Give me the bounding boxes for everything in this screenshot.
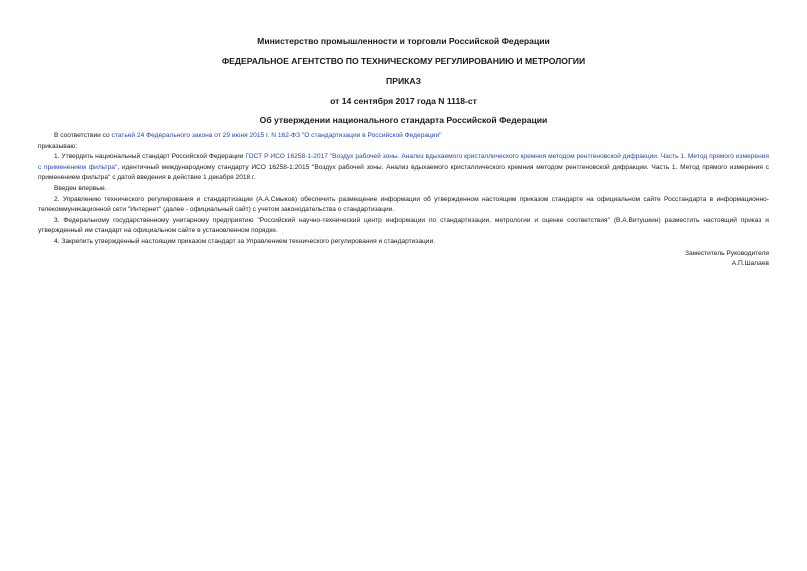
item-3-paragraph: 3. Федеральному государственному унитарному предприятию "Российский научно-технический центр информации по стандартизации, метрологии и оценке соответствия" (В.А.Витушкин) разместить настоящий приказ и утвержденный им стандарт на официальном сайте в установленном порядке. [38, 216, 769, 235]
intro-paragraph [38, 131, 769, 142]
subject-heading: Об утверждении национального стандарта Российской Федерации [259, 115, 548, 125]
signature-position: Заместитель Руководителя [685, 249, 769, 257]
gost-link[interactable]: ГОСТ Р ИСО 16258-1-2017 "Воздух рабочей зоны. Анализ вдыхаемого кристаллического кремния методом рентгеновской дифракции. Часть 1. Метод прямого измерения с применением фильтра" [38, 153, 769, 171]
item-2-paragraph: 2. Управлению технического регулирования и стандартизации (А.А.Смыков) обеспечить размещение информации об утвержденном настоящим приказом стандарте на официальном сайте Росстандарта в информационно-телекоммуникационной сети "Интернет" (далее - официальный сайт) с учетом законодательства о стандартизации. [38, 195, 769, 214]
signature-name: А.П.Шалаев [731, 260, 769, 268]
item-1-prefix: 1. Утвердить национальный стандарт Российской Федерации [54, 153, 246, 161]
date-number-heading: от 14 сентября 2017 года N 1118-ст [330, 96, 477, 106]
item-1-paragraph [38, 152, 769, 184]
ministry-heading: Министерство промышленности и торговли Российской Федерации [257, 36, 550, 46]
item-1-suffix: , идентичный международному стандарту ИСО 16258-1:2015 "Воздух рабочей зоны. Анализ вдыхаемого кристаллического кремния методом рентгеновской дифракции. Часть 1. Метод прямого измерения с применением фильтра" с датой введения в действие 1 декабря 2018 г. [38, 163, 769, 182]
law-link[interactable]: статьей 24 Федерального закона от 29 июня 2015 г. N 162-ФЗ "О стандартизации в Российской Федерации" [111, 132, 442, 139]
item-4-paragraph: 4. Закрепить утвержденный настоящим приказом стандарт за Управлением технического регулирования и стандартизации. [54, 237, 435, 245]
order-word: приказываю: [38, 142, 78, 150]
introduced-note: Введен впервые. [54, 184, 107, 192]
doc-type-heading: ПРИКАЗ [386, 76, 421, 86]
document-body [38, 131, 769, 270]
agency-heading: ФЕДЕРАЛЬНОЕ АГЕНТСТВО ПО ТЕХНИЧЕСКОМУ РЕГУЛИРОВАНИЮ И МЕТРОЛОГИИ [221, 56, 586, 66]
intro-prefix: В соответствии со [54, 132, 112, 139]
